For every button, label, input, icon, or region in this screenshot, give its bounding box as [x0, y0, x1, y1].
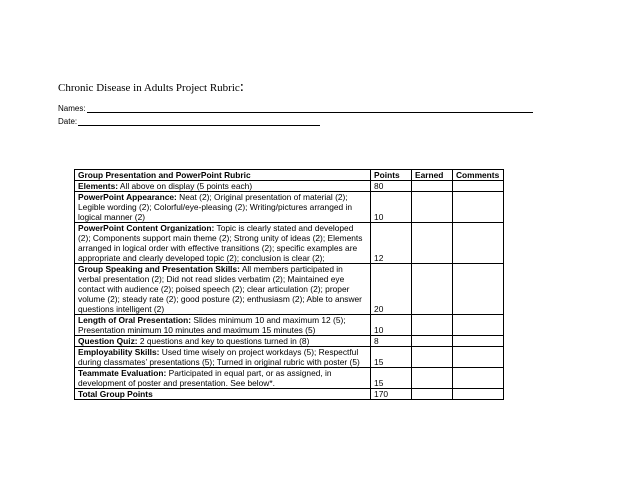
criteria-title: PowerPoint Content Organization:	[78, 223, 215, 233]
date-label: Date:	[58, 117, 78, 126]
table-row	[75, 315, 504, 336]
criteria-desc: Participated in equal part, or as assigned, in development of poster and presentation. See below*.	[78, 368, 332, 388]
criteria-desc: Neat (2); Original presentation of material (2); Legible wording (2); Colorful/eye-pleasing (2); Writing/pictures arranged in logical manner (2)	[78, 192, 353, 222]
comments-cell[interactable]	[452, 315, 503, 336]
points-cell: 80	[371, 181, 412, 192]
earned-cell[interactable]	[412, 336, 453, 347]
points-cell: 10	[371, 315, 412, 336]
comments-cell[interactable]	[452, 192, 503, 223]
earned-cell[interactable]	[412, 264, 453, 315]
criteria-desc: All above on display (5 points each)	[118, 181, 253, 191]
comments-cell[interactable]	[452, 336, 503, 347]
date-underline[interactable]	[78, 118, 320, 126]
comments-cell[interactable]	[452, 347, 503, 368]
table-row	[75, 192, 504, 223]
criteria-cell	[75, 181, 371, 192]
points-cell: 10	[371, 192, 412, 223]
points-cell: 170	[371, 389, 412, 400]
points-cell: 12	[371, 223, 412, 264]
criteria-title: PowerPoint Appearance:	[78, 192, 177, 202]
comments-cell[interactable]	[452, 368, 503, 389]
criteria-desc: Used time wisely on project workdays (5); Respectful during classmates’ presentations (5); Turned in original rubric with poster (5)	[78, 347, 360, 367]
title-text: Chronic Disease in Adults Project Rubric	[58, 82, 240, 94]
criteria-cell	[75, 389, 371, 400]
criteria-desc: Slides minimum 10 and maximum 12 (5); Presentation minimum 10 minutes and maximum 15 minutes (5)	[78, 315, 346, 335]
comments-cell[interactable]	[452, 389, 503, 400]
total-title: Total Group Points	[78, 389, 153, 399]
comments-cell[interactable]	[452, 223, 503, 264]
criteria-cell	[75, 368, 371, 389]
criteria-cell	[75, 223, 371, 264]
table-row	[75, 368, 504, 389]
header-comments: Comments	[452, 170, 503, 181]
names-underline[interactable]	[87, 105, 533, 113]
earned-cell[interactable]	[412, 192, 453, 223]
criteria-desc: 2 questions and key to questions turned in (8)	[137, 336, 310, 346]
comments-cell[interactable]	[452, 181, 503, 192]
names-field[interactable]	[58, 104, 533, 113]
criteria-desc: All members participated in verbal presentation (2); Did not read slides verbatim (2); Maintained eye contact with audience (2); poised speech (2); clear articulation (2); proper volume (2); steady rate (2); good posture (2); enthusiasm (2); Able to answer questions intelligent (2)	[78, 264, 362, 314]
page-title	[58, 79, 244, 96]
criteria-title: Elements:	[78, 181, 119, 191]
table-row	[75, 181, 504, 192]
title-colon: :	[239, 79, 244, 95]
points-cell: 8	[371, 336, 412, 347]
table-row	[75, 347, 504, 368]
criteria-desc: Topic is clearly stated and developed (2); Components support main theme (2); Strong unity of ideas (2); Elements arranged in logical order with effective transitions (2); specific examples are appropriate and clearly developed topic (2); conclusion is clear (2);	[78, 223, 363, 263]
names-label: Names:	[58, 104, 86, 113]
table-row	[75, 223, 504, 264]
points-cell: 20	[371, 264, 412, 315]
earned-cell[interactable]	[412, 368, 453, 389]
criteria-title: Question Quiz:	[78, 336, 138, 346]
earned-cell[interactable]	[412, 315, 453, 336]
points-cell: 15	[371, 368, 412, 389]
points-cell: 15	[371, 347, 412, 368]
criteria-cell	[75, 192, 371, 223]
table-header-row	[75, 170, 504, 181]
criteria-cell	[75, 264, 371, 315]
date-field[interactable]	[58, 117, 320, 126]
criteria-title: Teammate Evaluation:	[78, 368, 167, 378]
rubric-table	[74, 169, 504, 400]
earned-cell[interactable]	[412, 347, 453, 368]
header-points: Points	[371, 170, 412, 181]
table-row-total	[75, 389, 504, 400]
header-criteria: Group Presentation and PowerPoint Rubric	[75, 170, 371, 181]
header-earned: Earned	[412, 170, 453, 181]
earned-cell[interactable]	[412, 389, 453, 400]
criteria-cell	[75, 315, 371, 336]
criteria-title: Group Speaking and Presentation Skills:	[78, 264, 240, 274]
criteria-cell	[75, 336, 371, 347]
comments-cell[interactable]	[452, 264, 503, 315]
criteria-title: Employability Skills:	[78, 347, 160, 357]
criteria-title: Length of Oral Presentation:	[78, 315, 192, 325]
table-row	[75, 264, 504, 315]
earned-cell[interactable]	[412, 223, 453, 264]
earned-cell[interactable]	[412, 181, 453, 192]
criteria-cell	[75, 347, 371, 368]
table-row	[75, 336, 504, 347]
